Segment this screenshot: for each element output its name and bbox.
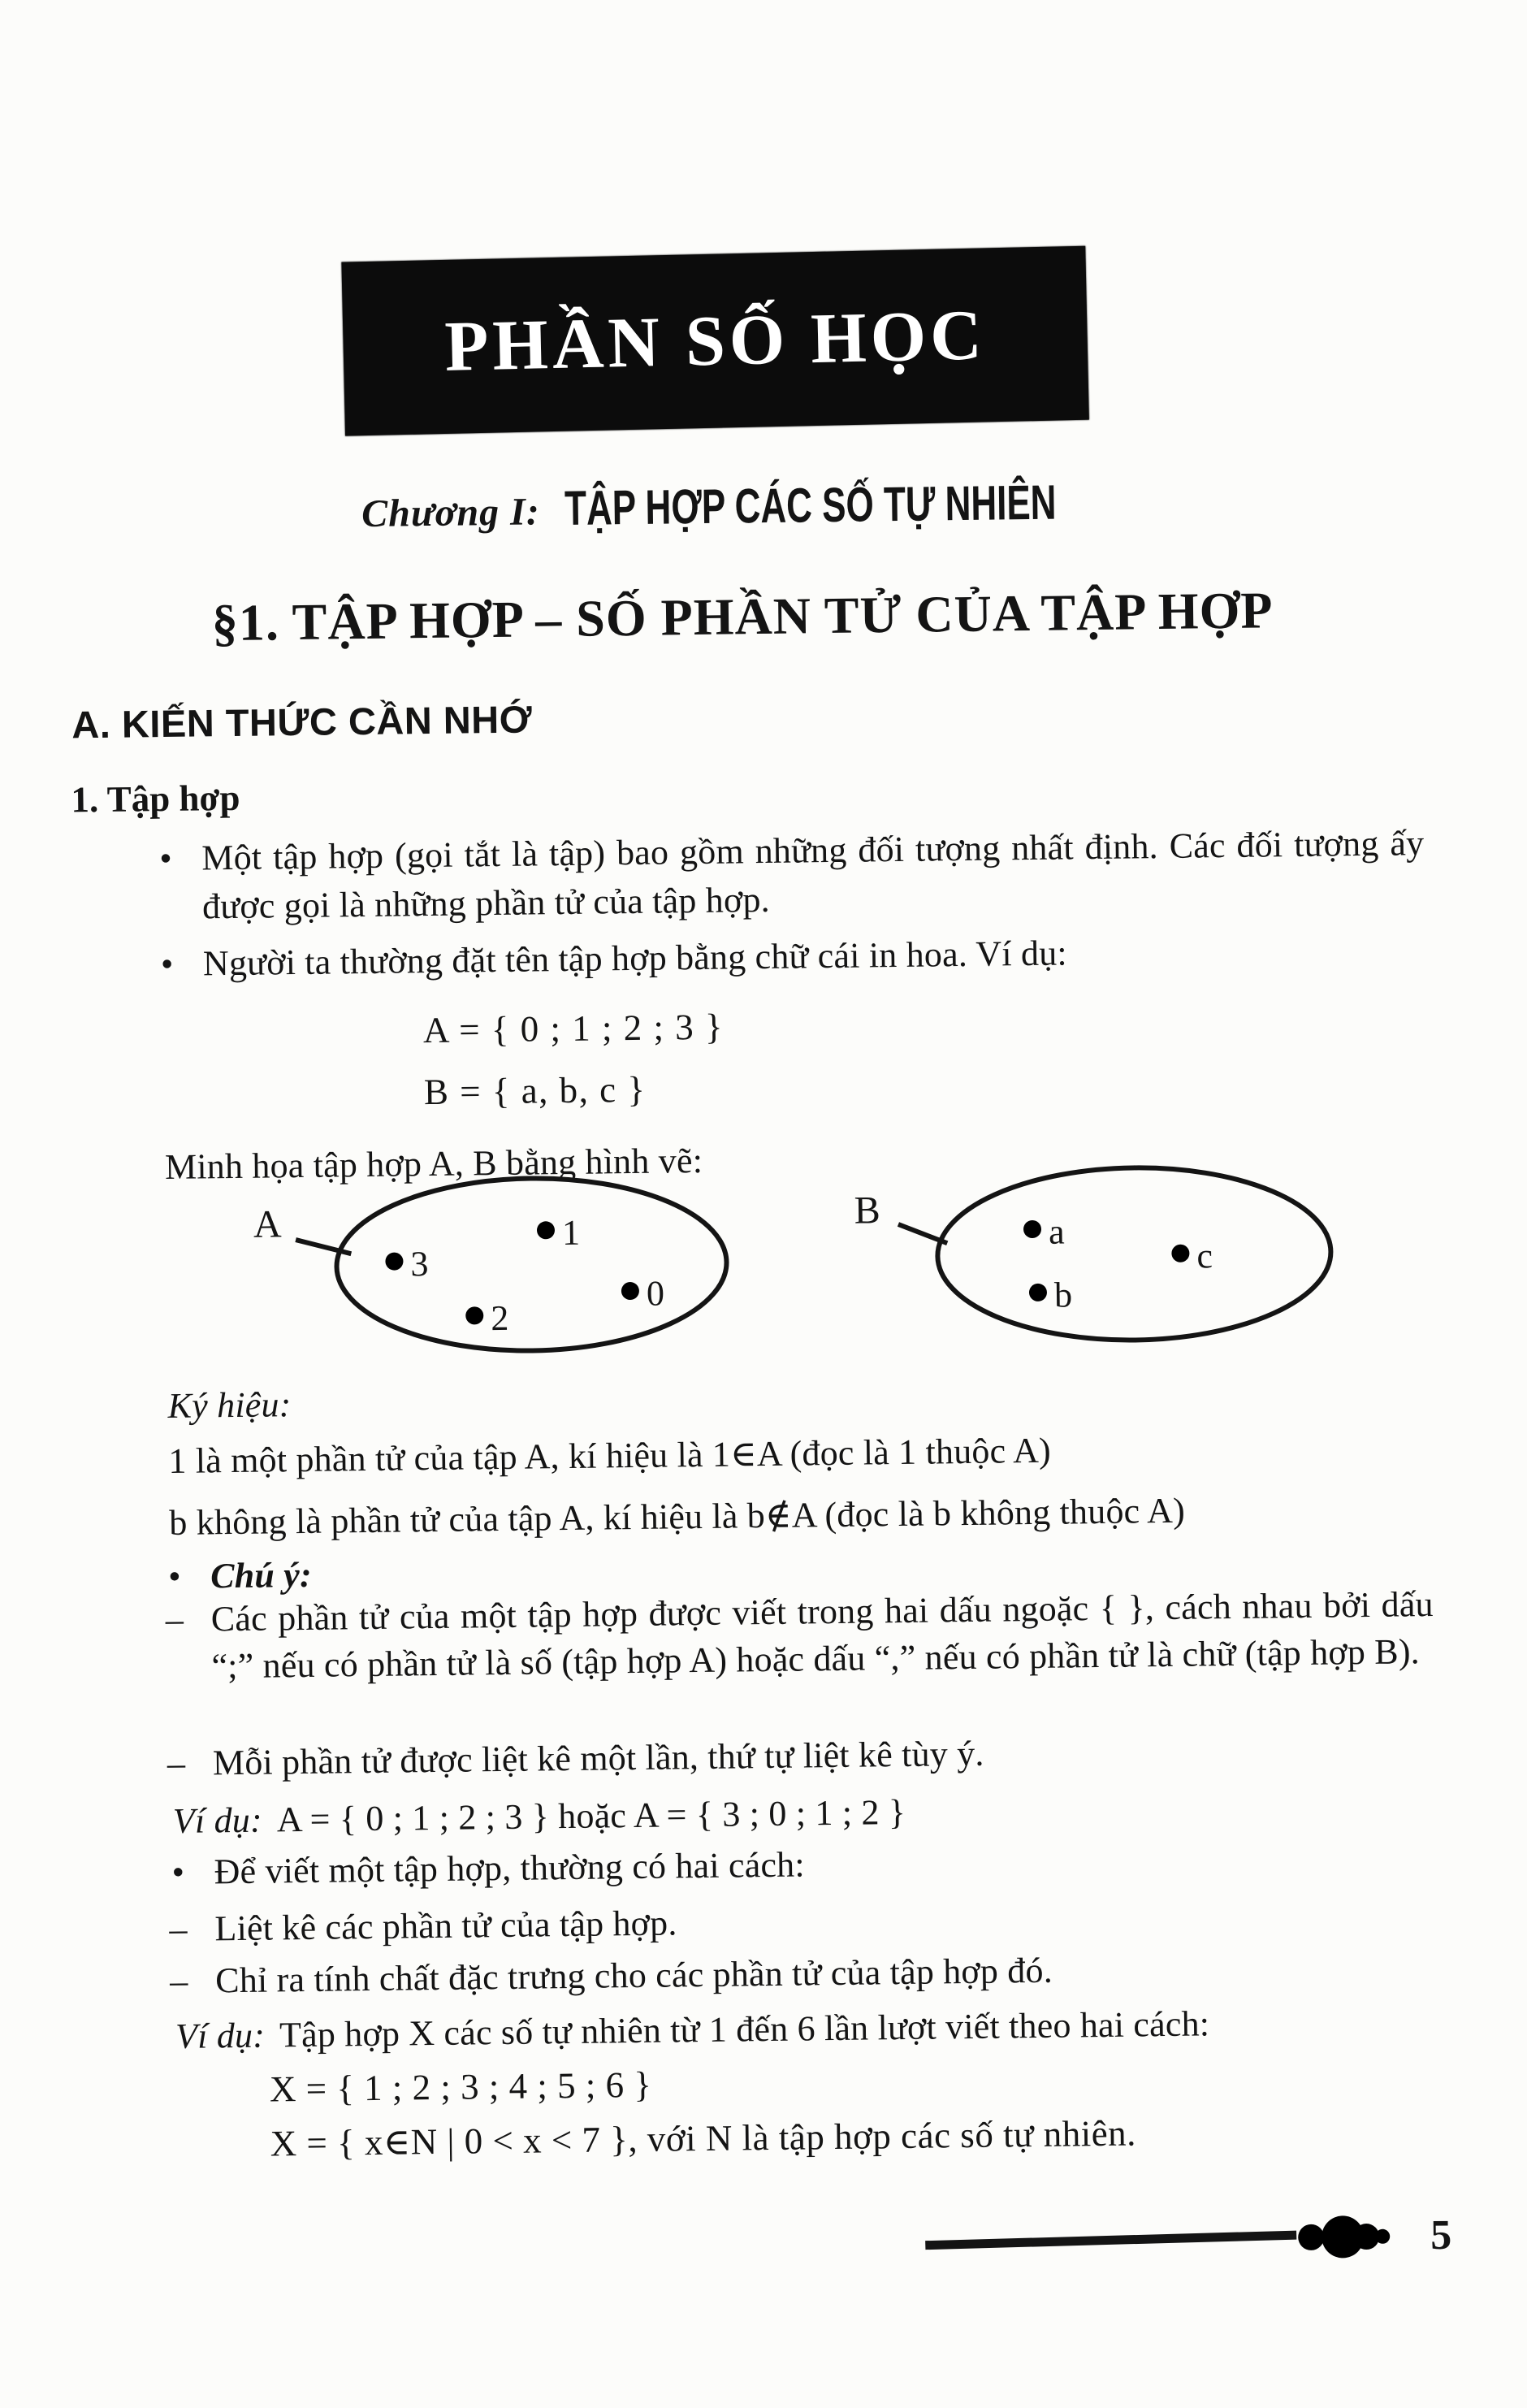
element-dot	[385, 1252, 403, 1270]
dash-marker: –	[169, 1908, 188, 1950]
bullet-marker: •	[160, 943, 174, 985]
element-dot	[465, 1306, 483, 1324]
element-label: b	[1053, 1275, 1073, 1315]
sub-heading-1: 1. Tập hợp	[71, 777, 240, 821]
dash-marker: –	[167, 1743, 186, 1784]
section-title: §1. TẬP HỢP – SỐ PHẦN TỬ CỦA TẬP HỢP	[211, 581, 1274, 652]
paragraph-text: Để viết một tập hợp, thường có hai cách:	[214, 1844, 806, 1892]
example-text: Tập hợp X các số tự nhiên từ 1 đến 6 lần lượt viết theo hai cách:	[279, 2003, 1210, 2055]
element-label: 1	[561, 1212, 581, 1254]
element-label: 2	[491, 1297, 509, 1339]
element-label: 0	[646, 1273, 665, 1314]
part-banner-title: PHẦN SỐ HỌC	[443, 295, 987, 387]
example-label: Ví dụ:	[175, 2015, 266, 2056]
dash-paragraph	[165, 1581, 1434, 1690]
chapter-title: TẬP HỢP CÁC SỐ TỰ NHIÊN	[564, 474, 1057, 536]
part-banner	[341, 246, 1088, 436]
set-a-label: A	[253, 1202, 282, 1246]
element-dot	[621, 1282, 639, 1300]
notation-line: b không là phần tử của tập A, kí hiệu là b∉A (đọc là b không thuộc A)	[169, 1490, 1186, 1543]
element-label: 3	[410, 1244, 429, 1284]
paragraph-text: Liệt kê các phần tử của tập hợp.	[214, 1903, 677, 1949]
example-text: A = { 0 ; 1 ; 2 ; 3 } hoặc A = { 3 ; 0 ; 1 ; 2 }	[276, 1791, 906, 1840]
paragraph-text: Các phần tử của một tập hợp được viết trong hai dấu ngoặc { }, cách nhau bởi dấu “;” nếu có phần tử là số (tập hợp A) hoặc dấu “,” nếu có phần tử là chữ (tập hợp B).	[210, 1583, 1434, 1687]
note-heading: Chú ý:	[210, 1554, 313, 1596]
bullet-marker: •	[167, 1556, 182, 1597]
notation-heading: Ký hiệu:	[167, 1384, 292, 1426]
paragraph-text: Một tập hợp (gọi tắt là tập) bao gồm những đối tượng nhất định. Các đối tượng ấy được gọi là những phần tử của tập hợp.	[201, 823, 1425, 927]
example-line	[175, 1997, 1443, 2061]
dash-marker: –	[169, 1960, 188, 2002]
bullet-paragraph	[160, 925, 1426, 988]
page-number: 5	[1430, 2211, 1452, 2259]
dash-paragraph	[167, 1724, 1436, 1787]
element-label: c	[1196, 1236, 1213, 1276]
chapter-heading	[361, 474, 1123, 536]
footer-line	[925, 2235, 1296, 2246]
element-dot	[537, 1221, 555, 1239]
part-a-heading: A. KIẾN THỨC CẦN NHỚ	[71, 697, 533, 747]
set-b-label: B	[854, 1189, 881, 1232]
set-b-ellipse	[937, 1166, 1332, 1343]
element-dot	[1171, 1245, 1189, 1262]
notation-line: 1 là một phần tử của tập A, kí hiệu là 1∈A (đọc là 1 thuộc A)	[168, 1430, 1052, 1481]
set-b-leader-line	[898, 1223, 947, 1244]
set-a-definition: A = { 0 ; 1 ; 2 ; 3 }	[422, 1006, 725, 1051]
element-label: a	[1048, 1211, 1065, 1252]
bullet-paragraph	[159, 819, 1425, 931]
element-dot	[1023, 1220, 1041, 1238]
footer-rule	[905, 2203, 1425, 2275]
dash-paragraph	[169, 1942, 1438, 2005]
example-label: Ví dụ:	[172, 1800, 263, 1841]
set-x-definition: X = { x∈N | 0 < x < 7 }, với N là tập hợp các số tự nhiên.	[270, 2112, 1137, 2164]
illustration-intro: Minh họa tập hợp A, B bằng hình vẽ:	[164, 1140, 703, 1188]
bullet-marker: •	[171, 1851, 185, 1892]
paragraph-text: Mỗi phần tử được liệt kê một lần, thứ tự liệt kê tùy ý.	[212, 1733, 984, 1783]
paragraph-text: Chỉ ra tính chất đặc trưng cho các phần tử của tập hợp đó.	[214, 1950, 1053, 2001]
bullet-marker: •	[159, 838, 173, 879]
dash-marker: –	[165, 1599, 184, 1640]
set-diagram	[124, 1158, 1426, 1373]
element-dot	[1029, 1284, 1047, 1301]
set-x-definition: X = { 1 ; 2 ; 3 ; 4 ; 5 ; 6 }	[269, 2064, 652, 2110]
footer-dot	[1298, 2224, 1324, 2250]
set-b-definition: B = { a, b, c }	[423, 1068, 647, 1113]
paragraph-text: Người ta thường đặt tên tập hợp bằng chữ cái in hoa. Ví dụ:	[202, 933, 1068, 984]
chapter-number: Chương I:	[361, 490, 541, 536]
